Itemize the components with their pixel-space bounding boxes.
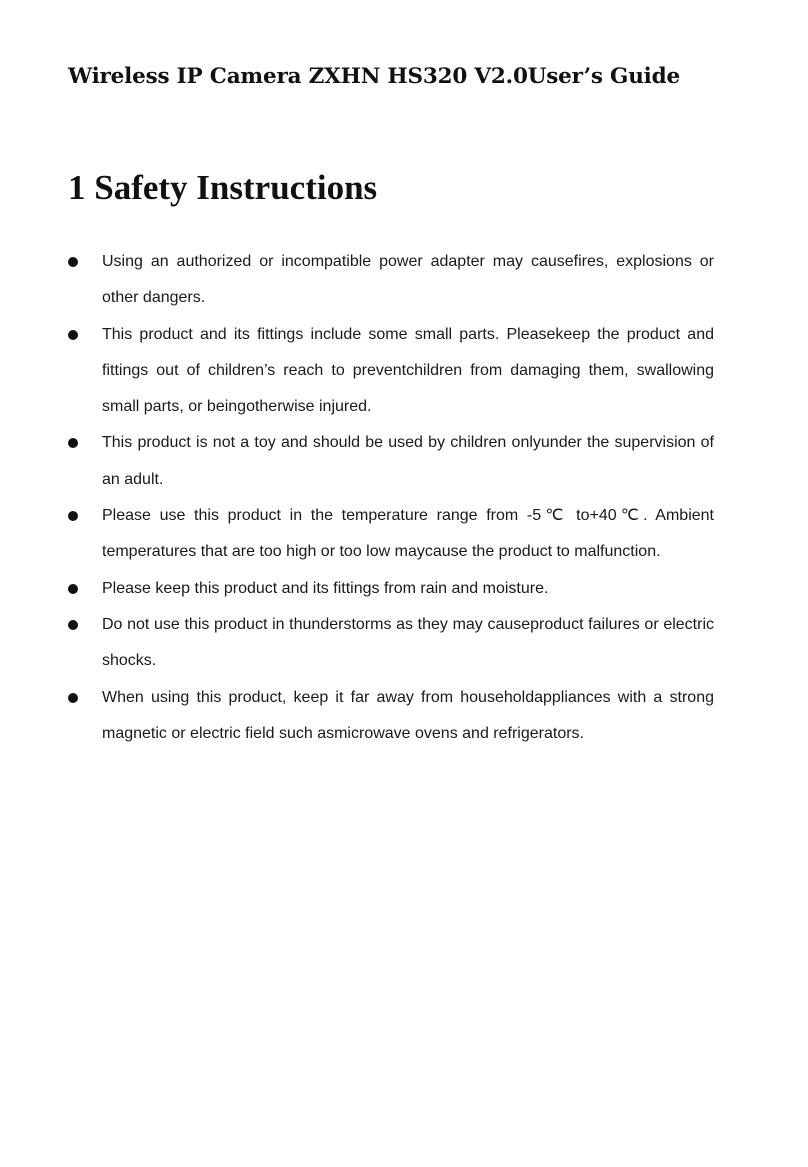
list-item [0,571,714,607]
list-item-text: This product and its fittings include some small parts. Pleasekeep the product and fittings out of children’s reach to preventchildren from damaging them, swallowing small parts, or beingotherwise injured. [102,325,714,416]
bullet-icon [68,330,78,340]
list-item-text: Please use this product in the temperature range from -5℃ to+40℃. Ambient temperatures that are too high or too low maycause the product to malfunction. [102,507,714,561]
list-item-text: Please keep this product and its fittings from rain and moisture. [102,579,549,597]
list-item-text: This product is not a toy and should be used by children onlyunder the supervision of an adult. [102,434,714,488]
list-item [0,425,714,498]
section-heading: 1 Safety Instructions [68,168,378,207]
list-item [0,680,714,753]
bullet-icon [68,511,78,521]
list-item-text: Do not use this product in thunderstorms as they may causeproduct failures or electric shocks. [102,615,714,670]
safety-instructions-list [0,244,808,752]
bullet-icon [68,620,78,630]
bullet-icon [68,584,78,594]
list-item-text: Using an authorized or incompatible power adapter may causefires, explosions or other dangers. [102,253,714,307]
bullet-icon [68,438,78,448]
bullet-icon [68,693,78,703]
bullet-icon [68,257,78,267]
list-item [0,607,714,680]
list-item [0,498,714,571]
list-item-text: When using this product, keep it far away from householdappliances with a strong magnetic or electric field such asmicrowave ovens and refrigerators. [102,688,714,742]
document-header: Wireless IP Camera ZXHN HS320 V2.0User’s Guide [68,64,680,89]
list-item [0,317,714,426]
list-item [0,244,714,317]
